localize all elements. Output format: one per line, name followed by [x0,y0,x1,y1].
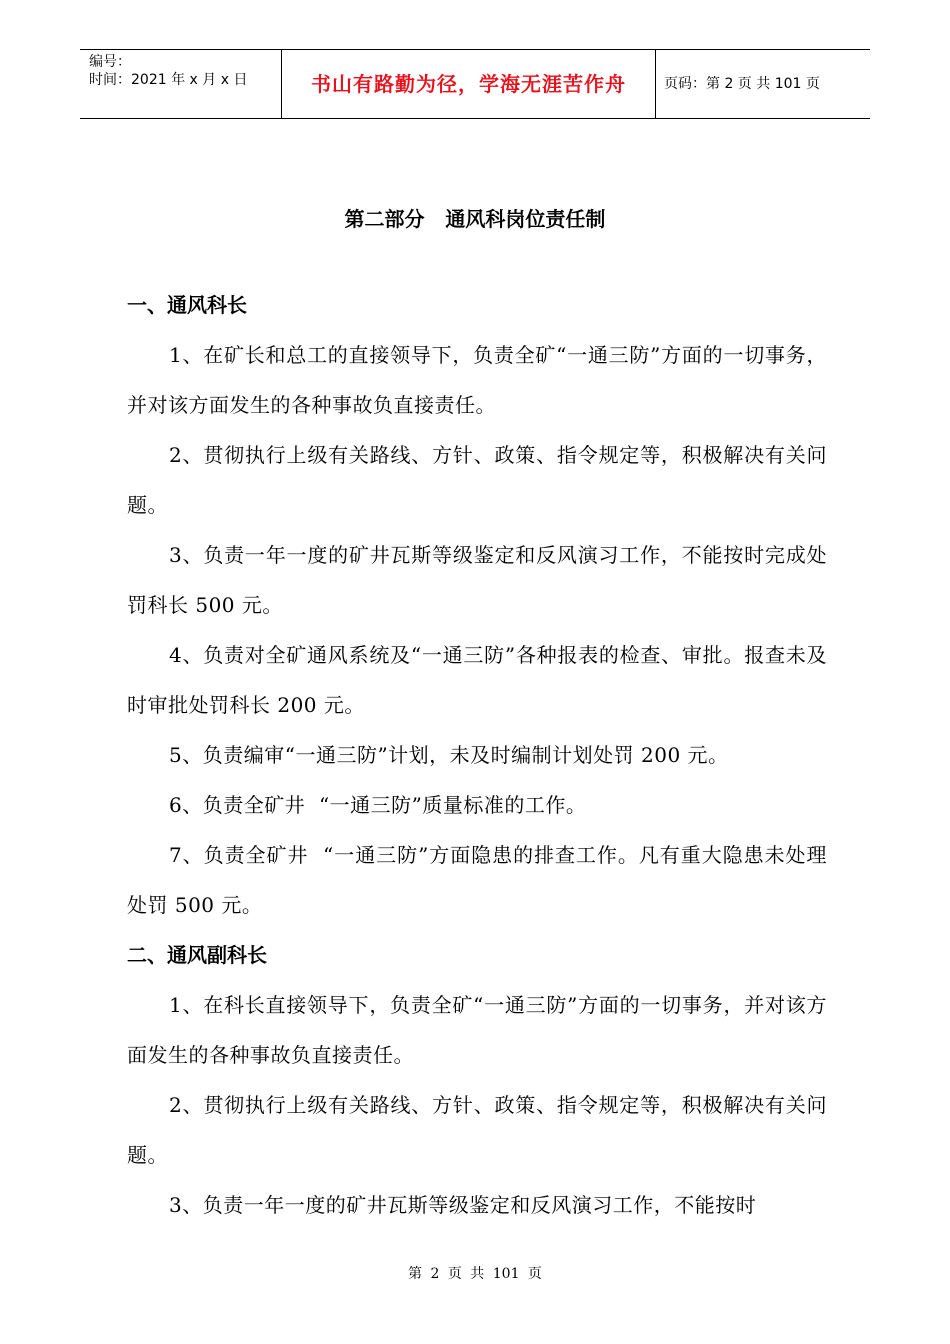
paragraph: 2、贯彻执行上级有关路线、方针、政策、指令规定等，积极解决有关问题。 [127,443,827,517]
paragraph: 1、在科长直接领导下，负责全矿“一通三防”方面的一切事务，并对该方面发生的各种事故负直接责任。 [127,993,827,1067]
paragraph: 5、负责编审“一通三防”计划，未及时编制计划处罚 200 元。 [169,743,729,767]
page-header [80,49,870,119]
header-motto-cell [282,50,656,118]
document-number-label: 编号： [89,54,131,70]
header-page-number: 页码：第 2 页 共 101 页 [664,76,820,92]
paragraph: 6、负责全矿井 “一通三防”质量标准的工作。 [169,793,587,817]
header-page-cell [656,50,870,118]
paragraph: 4、负责对全矿通风系统及“一通三防”各种报表的检查、审批。报查未及时审批处罚科长 200 元。 [127,643,827,717]
document-title: 第二部分 通风科岗位责任制 [344,207,606,231]
section-heading: 二、通风副科长 [127,943,267,967]
paragraph: 3、负责一年一度的矿井瓦斯等级鉴定和反风演习工作，不能按时 [169,1193,757,1217]
header-info-cell [80,50,282,118]
section-1 [127,280,827,930]
section-heading: 一、通风科长 [127,293,247,317]
document-time-label: 时间：2021 年 x 月 x 日 [89,72,248,88]
paragraph: 1、在矿长和总工的直接领导下，负责全矿“一通三防”方面的一切事务，并对该方面发生的各种事故负直接责任。 [127,343,827,417]
section-2 [127,930,827,1230]
document-body [127,280,827,1230]
header-motto: 书山有路勤为径，学海无涯苦作舟 [311,72,626,96]
paragraph: 7、负责全矿井 “一通三防”方面隐患的排查工作。凡有重大隐患未处理处罚 500 元。 [127,843,827,917]
paragraph: 2、贯彻执行上级有关路线、方针、政策、指令规定等，积极解决有关问题。 [127,1093,827,1167]
page-footer: 第 2 页 共 101 页 [408,1266,542,1282]
paragraph: 3、负责一年一度的矿井瓦斯等级鉴定和反风演习工作，不能按时完成处罚科长 500 元。 [127,543,827,617]
